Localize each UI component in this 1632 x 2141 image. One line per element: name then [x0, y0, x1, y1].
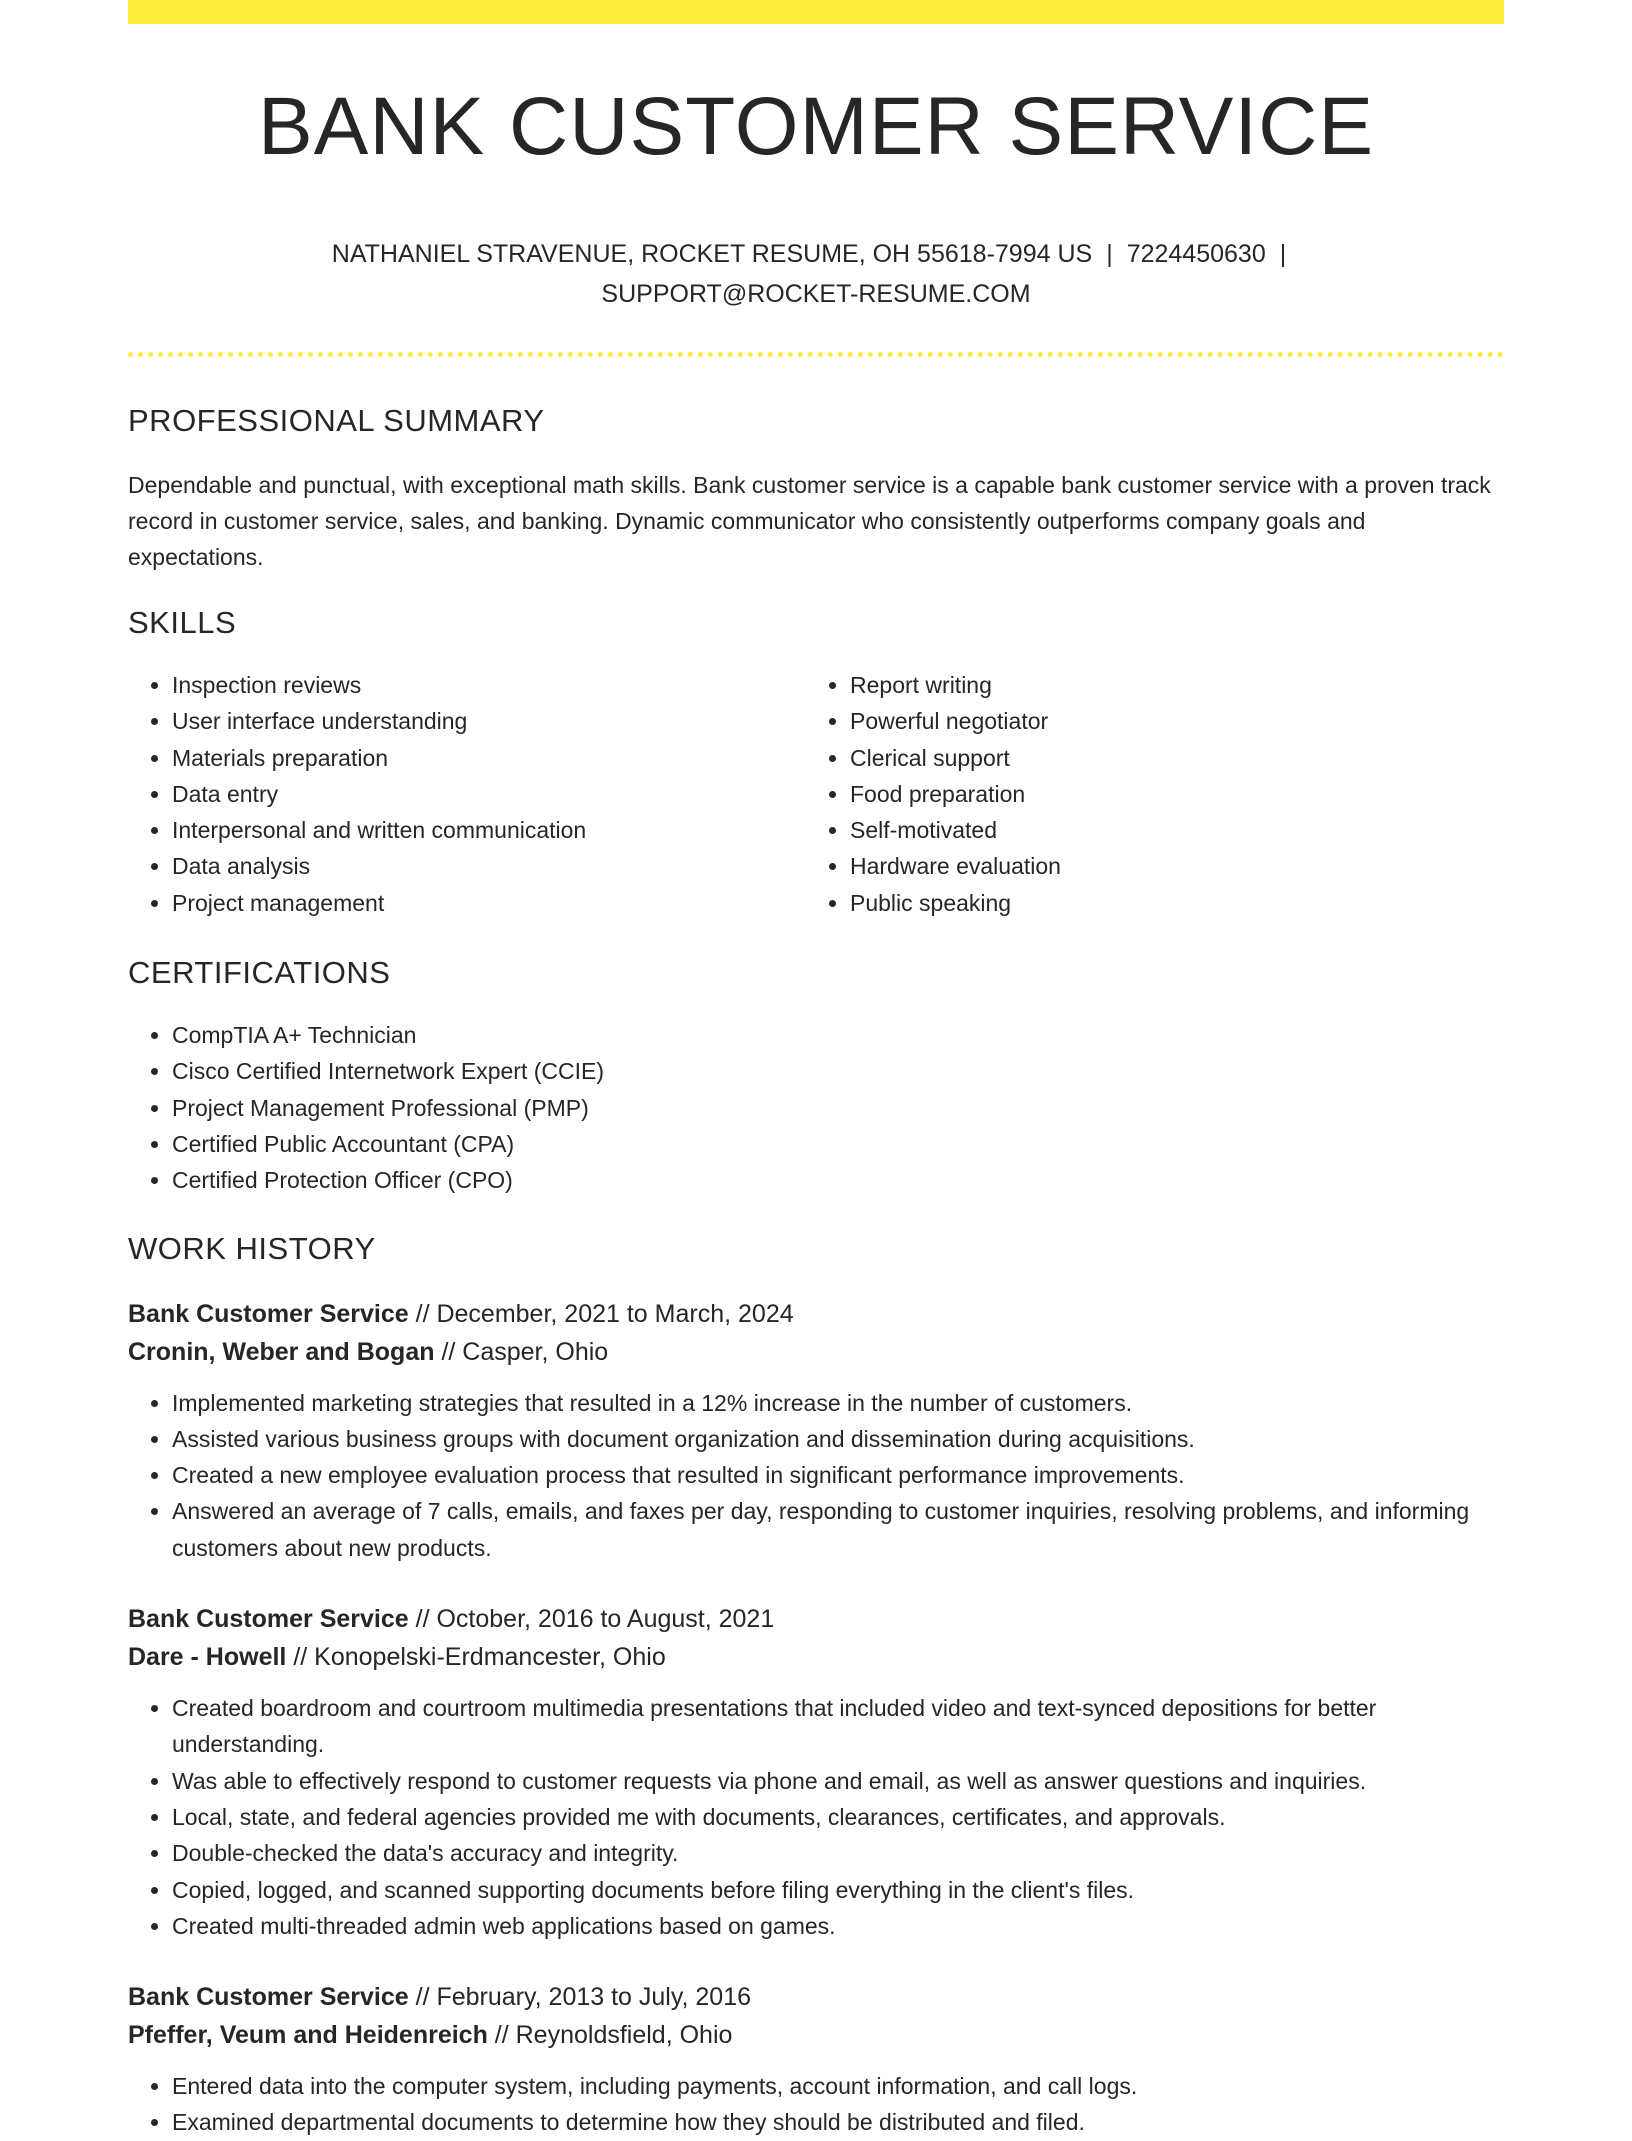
- skill-item: • Food preparation: [850, 776, 1484, 812]
- job-location: // Konopelski-Erdmancester, Ohio: [286, 1643, 666, 1672]
- job-duty: • Local, state, and federal agencies provided me with documents, clearances, certificates, and approvals.: [172, 1799, 1504, 1835]
- job-duty: • Created boardroom and courtroom multimedia presentations that included video and text-synced depositions for better understanding.: [172, 1690, 1504, 1763]
- job-company-line: [128, 1333, 1504, 1371]
- contact-phone: 7224450630: [1126, 240, 1266, 268]
- contact-email: SUPPORT@ROCKET-RESUME.COM: [601, 280, 1031, 308]
- skill-item: • Materials preparation: [172, 740, 806, 776]
- certification-item: • Certified Protection Officer (CPO): [172, 1162, 1504, 1198]
- job-role: Bank Customer Service: [128, 1605, 409, 1634]
- job-entry: [128, 1600, 1504, 1944]
- resume-name: BANK CUSTOMER SERVICE: [257, 81, 1375, 172]
- certification-item: • CompTIA A+ Technician: [172, 1017, 1504, 1053]
- job-location: // Casper, Ohio: [434, 1337, 609, 1366]
- skills-right-column: [806, 667, 1484, 921]
- skill-item: • Inspection reviews: [172, 667, 806, 703]
- skill-item: • Hardware evaluation: [850, 848, 1484, 884]
- job-entry: [128, 1978, 1504, 2141]
- job-location: // Reynoldsfield, Ohio: [487, 2021, 733, 2050]
- job-company: Dare - Howell: [128, 1643, 287, 1672]
- job-company-line: [128, 2016, 1504, 2054]
- job-dates: // October, 2016 to August, 2021: [408, 1605, 775, 1634]
- certification-item: • Project Management Professional (PMP): [172, 1090, 1504, 1126]
- job-duty: • Examined departmental documents to determine how they should be distributed and filed.: [172, 2104, 1504, 2140]
- certification-item: • Certified Public Accountant (CPA): [172, 1126, 1504, 1162]
- job-duties-list: [128, 2068, 1504, 2141]
- skill-item: • Clerical support: [850, 740, 1484, 776]
- resume-page: [128, 0, 1504, 2141]
- job-duty: • Answered an average of 7 calls, emails, and faxes per day, responding to customer inquiries, resolving problems, and informing customers about new products.: [172, 1493, 1504, 1566]
- skill-item: • Interpersonal and written communication: [172, 812, 806, 848]
- contact-address: NATHANIEL STRAVENUE, ROCKET RESUME, OH 55618-7994 US: [331, 240, 1093, 268]
- job-role: Bank Customer Service: [128, 1299, 409, 1328]
- job-duties-list: [128, 1385, 1504, 1566]
- certifications-heading: CERTIFICATIONS: [128, 955, 391, 991]
- summary-text: Dependable and punctual, with exceptional math skills. Bank customer service is a capable bank customer service with a proven track record in customer service, sales, and banking. Dynamic communicator who consistently outperforms company goals and expectations.: [128, 472, 1491, 570]
- job-title-line: [128, 1600, 1504, 1638]
- skill-item: • Powerful negotiator: [850, 703, 1484, 739]
- skills-grid: [128, 667, 1504, 921]
- job-role: Bank Customer Service: [128, 1983, 409, 2012]
- job-duty: • Copied, logged, and scanned supporting documents before filing everything in the client's files.: [172, 1872, 1504, 1908]
- contact-separator: |: [1279, 240, 1287, 268]
- job-company-line: [128, 1638, 1504, 1676]
- job-duty: • Double-checked the data's accuracy and integrity.: [172, 1835, 1504, 1871]
- skill-item: • Data entry: [172, 776, 806, 812]
- job-duty: • Was able to effectively respond to customer requests via phone and email, as well as answer questions and inquiries.: [172, 1763, 1504, 1799]
- contact-info: [128, 234, 1504, 314]
- skill-item: • Self-motivated: [850, 812, 1484, 848]
- job-duty: • Implemented marketing strategies that resulted in a 12% increase in the number of customers.: [172, 1385, 1504, 1421]
- job-company: Cronin, Weber and Bogan: [128, 1337, 435, 1366]
- certifications-list: [128, 1017, 1504, 1198]
- contact-separator: |: [1106, 240, 1113, 268]
- summary-heading: PROFESSIONAL SUMMARY: [128, 403, 545, 438]
- skill-item: • Public speaking: [850, 885, 1484, 921]
- skill-item: • Project management: [172, 885, 806, 921]
- skill-item: • Data analysis: [172, 848, 806, 884]
- job-dates: // December, 2021 to March, 2024: [408, 1299, 794, 1328]
- job-title-line: [128, 1978, 1504, 2016]
- skill-item: • Report writing: [850, 667, 1484, 703]
- job-duty: • Entered data into the computer system, including payments, account information, and call logs.: [172, 2068, 1504, 2104]
- job-duty: • Created a new employee evaluation process that resulted in significant performance improvements.: [172, 1457, 1504, 1493]
- job-company: Pfeffer, Veum and Heidenreich: [128, 2021, 488, 2050]
- job-duty: • Assisted various business groups with document organization and dissemination during acquisitions.: [172, 1421, 1504, 1457]
- job-title-line: [128, 1295, 1504, 1333]
- skill-item: • User interface understanding: [172, 703, 806, 739]
- job-dates: // February, 2013 to July, 2016: [408, 1983, 752, 2012]
- job-duties-list: [128, 1690, 1504, 1944]
- dotted-divider: [128, 352, 1504, 357]
- job-duty: • Created multi-threaded admin web applications based on games.: [172, 1908, 1504, 1944]
- work-history-heading: WORK HISTORY: [128, 1230, 376, 1266]
- skills-heading: SKILLS: [128, 605, 237, 640]
- accent-top-bar: [128, 0, 1504, 24]
- job-entry: [128, 1295, 1504, 1566]
- skills-left-column: [128, 667, 806, 921]
- certification-item: • Cisco Certified Internetwork Expert (CCIE): [172, 1053, 1504, 1089]
